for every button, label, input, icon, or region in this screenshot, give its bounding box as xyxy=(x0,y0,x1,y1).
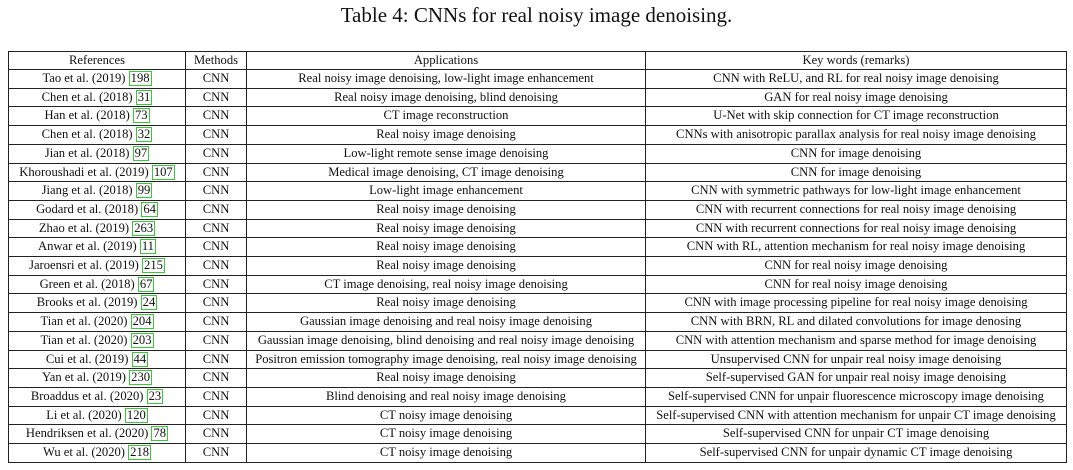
application-cell: Real noisy image denoising xyxy=(247,200,646,219)
citation-link[interactable]: 78 xyxy=(153,426,167,441)
method-cell: CNN xyxy=(186,70,247,89)
reference-text: Jiang et al. (2018) xyxy=(41,183,133,198)
table-row xyxy=(9,350,1067,369)
keywords-cell: Self-supervised CNN for unpair dynamic CT image denoising xyxy=(646,444,1067,463)
citation-link[interactable]: 120 xyxy=(126,407,146,422)
keywords-cell: Self-supervised GAN for unpair real noisy image denoising xyxy=(646,369,1067,388)
application-cell: CT image reconstruction xyxy=(247,107,646,126)
method-cell: CNN xyxy=(186,219,247,238)
header-applications: Applications xyxy=(247,52,646,70)
reference-text: Anwar et al. (2019) xyxy=(38,239,137,254)
application-cell: Low-light image enhancement xyxy=(247,182,646,201)
citation-link[interactable]: 11 xyxy=(141,239,154,254)
table-row xyxy=(9,126,1067,145)
method-cell: CNN xyxy=(186,406,247,425)
reference-cell xyxy=(9,350,186,369)
reference-text: Jian et al. (2018) xyxy=(44,145,130,160)
table-row xyxy=(9,387,1067,406)
citation-link[interactable]: 97 xyxy=(134,145,148,160)
keywords-cell: CNN for image denoising xyxy=(646,144,1067,163)
citation-link[interactable]: 64 xyxy=(143,201,156,216)
method-cell: CNN xyxy=(186,126,247,145)
keywords-cell: GAN for real noisy image denoising xyxy=(646,88,1067,107)
table-row xyxy=(9,313,1067,332)
table-caption: Table 4: CNNs for real noisy image denoising. xyxy=(340,3,733,27)
table-row xyxy=(9,200,1067,219)
table-row xyxy=(9,406,1067,425)
reference-cell xyxy=(9,406,186,425)
application-cell: CT image denoising, real noisy image denoising xyxy=(247,275,646,294)
reference-text: Yan et al. (2019) xyxy=(41,370,127,385)
method-cell: CNN xyxy=(186,257,247,276)
table-body xyxy=(9,70,1067,463)
method-cell: CNN xyxy=(186,182,247,201)
citation-link[interactable]: 32 xyxy=(137,127,151,142)
table-row xyxy=(9,294,1067,313)
reference-text: Han et al. (2018) xyxy=(44,108,130,123)
table-header-row xyxy=(9,52,1067,70)
method-cell: CNN xyxy=(186,88,247,107)
citation-link[interactable]: 31 xyxy=(137,89,151,104)
reference-text: Brooks et al. (2019) xyxy=(36,295,138,310)
keywords-cell: CNN with RL, attention mechanism for real noisy image denoising xyxy=(646,238,1067,257)
keywords-cell: CNN with BRN, RL and dilated convolutions for image denosing xyxy=(646,313,1067,332)
reference-cell xyxy=(9,275,186,294)
keywords-cell: CNN with recurrent connections for real noisy image denoising xyxy=(646,219,1067,238)
application-cell: Real noisy image denoising xyxy=(247,238,646,257)
reference-text: Chen et al. (2018) xyxy=(41,89,133,104)
keywords-cell: CNN for image denoising xyxy=(646,163,1067,182)
method-cell: CNN xyxy=(186,107,247,126)
method-cell: CNN xyxy=(186,275,247,294)
method-cell: CNN xyxy=(186,313,247,332)
citation-link[interactable]: 24 xyxy=(142,295,156,310)
citation-link[interactable]: 215 xyxy=(144,258,163,273)
reference-text: Zhao et al. (2019) xyxy=(38,220,130,235)
reference-text: Khoroushadi et al. (2019) xyxy=(19,164,149,179)
table-row xyxy=(9,257,1067,276)
method-cell: CNN xyxy=(186,200,247,219)
citation-link[interactable]: 198 xyxy=(130,71,150,85)
method-cell: CNN xyxy=(186,350,247,369)
keywords-cell: Self-supervised CNN for unpair fluorescence microscopy image denoising xyxy=(646,387,1067,406)
keywords-cell: CNN with image processing pipeline for real noisy image denoising xyxy=(646,294,1067,313)
reference-text: Tian et al. (2020) xyxy=(40,314,128,329)
reference-cell xyxy=(9,200,186,219)
keywords-cell: CNN with attention mechanism and sparse method for image denoising xyxy=(646,331,1067,350)
reference-cell xyxy=(9,238,186,257)
reference-cell xyxy=(9,219,186,238)
citation-link[interactable]: 67 xyxy=(139,276,153,291)
citation-link[interactable]: 218 xyxy=(130,445,150,460)
keywords-cell: CNN with ReLU, and RL for real noisy image denoising xyxy=(646,70,1067,89)
table-row xyxy=(9,444,1067,463)
reference-text: Li et al. (2020) xyxy=(46,407,122,422)
citation-link[interactable]: 73 xyxy=(134,108,148,123)
reference-cell xyxy=(9,294,186,313)
reference-text: Jaroensri et al. (2019) xyxy=(29,258,139,273)
application-cell: CT noisy image denoising xyxy=(247,406,646,425)
method-cell: CNN xyxy=(186,369,247,388)
application-cell: Real noisy image denoising, low-light image enhancement xyxy=(247,70,646,89)
application-cell: Blind denoising and real noisy image denoising xyxy=(247,387,646,406)
reference-text: Godard et al. (2018) xyxy=(36,201,139,216)
keywords-cell: CNN for real noisy image denoising xyxy=(646,275,1067,294)
application-cell: Medical image denoising, CT image denoising xyxy=(247,163,646,182)
keywords-cell: Self-supervised CNN with attention mechanism for unpair CT image denoising xyxy=(646,406,1067,425)
application-cell: Gaussian image denoising, blind denoising and real noisy image denoising xyxy=(247,331,646,350)
reference-text: Green et al. (2018) xyxy=(39,276,135,291)
citation-link[interactable]: 23 xyxy=(148,388,162,403)
header-methods: Methods xyxy=(186,52,247,70)
reference-cell xyxy=(9,444,186,463)
keywords-cell: CNNs with anisotropic parallax analysis for real noisy image denoising xyxy=(646,126,1067,145)
keywords-cell: CNN with recurrent connections for real noisy image denoising xyxy=(646,200,1067,219)
table-row xyxy=(9,182,1067,201)
citation-link[interactable]: 263 xyxy=(134,220,154,235)
reference-text: Hendriksen et al. (2020) xyxy=(25,426,149,441)
method-cell: CNN xyxy=(186,294,247,313)
keywords-cell: CNN for real noisy image denoising xyxy=(646,257,1067,276)
reference-cell xyxy=(9,313,186,332)
reference-cell xyxy=(9,257,186,276)
keywords-cell: Unsupervised CNN for unpair real noisy image denoising xyxy=(646,350,1067,369)
table-row xyxy=(9,163,1067,182)
application-cell: CT noisy image denoising xyxy=(247,444,646,463)
reference-cell xyxy=(9,70,186,89)
reference-cell xyxy=(9,369,186,388)
table-row xyxy=(9,425,1067,444)
table-row xyxy=(9,275,1067,294)
reference-cell xyxy=(9,331,186,350)
method-cell: CNN xyxy=(186,425,247,444)
reference-text: Wu et al. (2020) xyxy=(42,445,125,460)
reference-text: Cui et al. (2019) xyxy=(45,351,129,366)
table-row xyxy=(9,144,1067,163)
reference-text: Broaddus et al. (2020) xyxy=(30,388,144,403)
reference-cell xyxy=(9,182,186,201)
method-cell: CNN xyxy=(186,444,247,463)
table-row xyxy=(9,70,1067,89)
reference-cell xyxy=(9,88,186,107)
application-cell: Gaussian image denoising and real noisy image denoising xyxy=(247,313,646,332)
reference-cell xyxy=(9,126,186,145)
method-cell: CNN xyxy=(186,163,247,182)
application-cell: Low-light remote sense image denoising xyxy=(247,144,646,163)
table-row xyxy=(9,238,1067,257)
application-cell: CT noisy image denoising xyxy=(247,425,646,444)
reference-text: Tian et al. (2020) xyxy=(40,332,128,347)
table-row xyxy=(9,369,1067,388)
header-references: References xyxy=(9,52,186,70)
reference-cell xyxy=(9,387,186,406)
table-row xyxy=(9,107,1067,126)
citation-link[interactable]: 204 xyxy=(132,314,152,329)
reference-cell xyxy=(9,425,186,444)
reference-cell xyxy=(9,144,186,163)
method-cell: CNN xyxy=(186,238,247,257)
application-cell: Real noisy image denoising xyxy=(247,219,646,238)
cnn-real-noise-table xyxy=(8,51,1067,463)
table-row xyxy=(9,331,1067,350)
application-cell: Real noisy image denoising, blind denoising xyxy=(247,88,646,107)
application-cell: Real noisy image denoising xyxy=(247,294,646,313)
header-keywords: Key words (remarks) xyxy=(646,52,1067,70)
method-cell: CNN xyxy=(186,387,247,406)
table-row xyxy=(9,219,1067,238)
table-row xyxy=(9,88,1067,107)
application-cell: Real noisy image denoising xyxy=(247,369,646,388)
keywords-cell: CNN with symmetric pathways for low-light image enhancement xyxy=(646,182,1067,201)
application-cell: Real noisy image denoising xyxy=(247,126,646,145)
reference-text: Tao et al. (2019) xyxy=(42,71,126,85)
reference-cell xyxy=(9,163,186,182)
keywords-cell: Self-supervised CNN for unpair CT image denoising xyxy=(646,425,1067,444)
citation-link[interactable]: 44 xyxy=(133,351,147,366)
reference-text: Chen et al. (2018) xyxy=(41,127,133,142)
citation-link[interactable]: 203 xyxy=(132,332,152,347)
application-cell: Positron emission tomography image denoising, real noisy image denoising xyxy=(247,350,646,369)
application-cell: Real noisy image denoising xyxy=(247,257,646,276)
method-cell: CNN xyxy=(186,144,247,163)
reference-cell xyxy=(9,107,186,126)
citation-link[interactable]: 107 xyxy=(153,164,173,179)
method-cell: CNN xyxy=(186,331,247,350)
citation-link[interactable]: 230 xyxy=(131,370,151,385)
citation-link[interactable]: 99 xyxy=(137,183,151,198)
keywords-cell: U-Net with skip connection for CT image reconstruction xyxy=(646,107,1067,126)
